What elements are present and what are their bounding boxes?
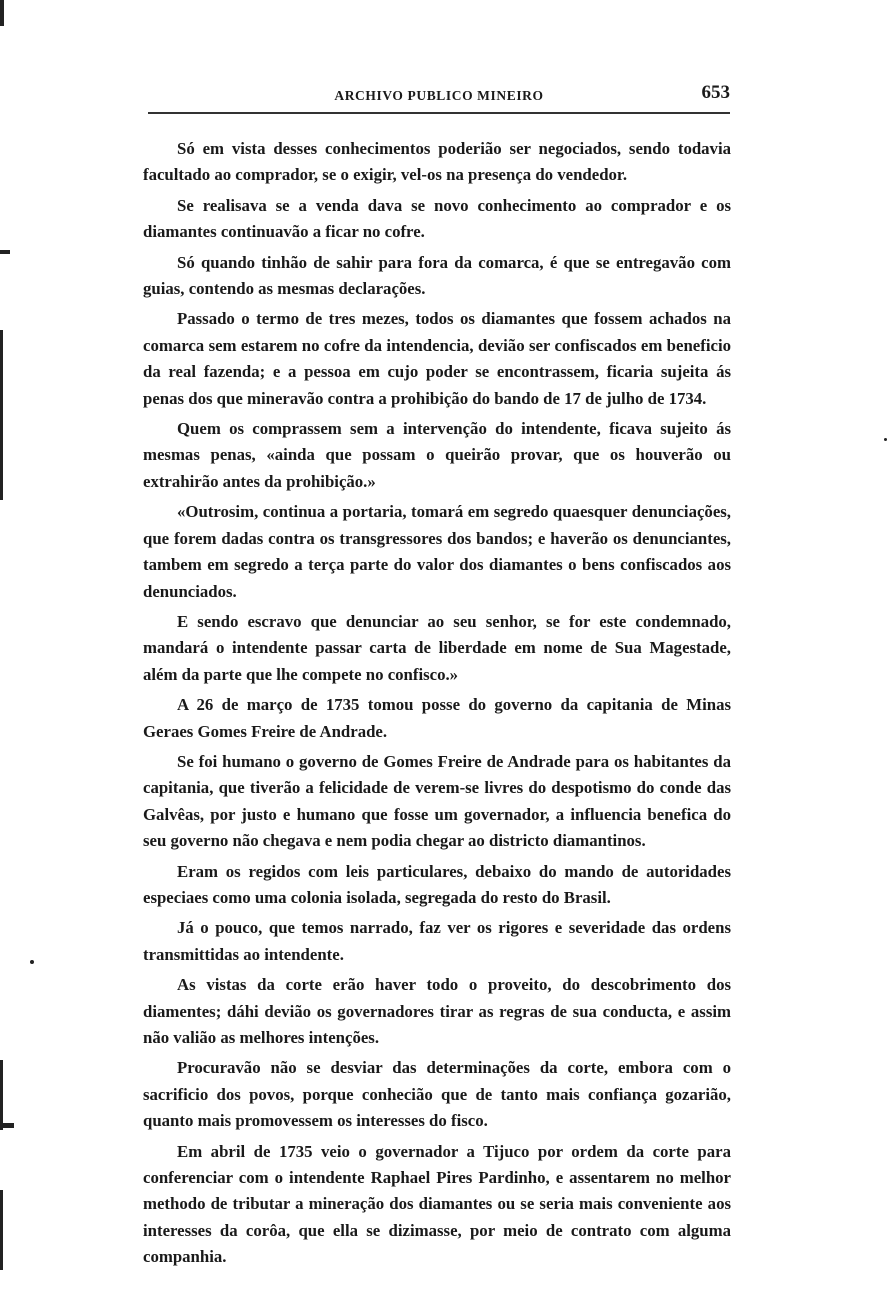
scan-speck — [30, 960, 34, 964]
paragraph: «Outrosim, continua a portaria, tomará em segredo quaesquer denunciações, que forem dadas contra os transgressores dos bandos; e haverão os denunciantes, tambem em segredo a terça parte do valor dos diamantes o bens confiscados aos denunciados. — [143, 502, 731, 601]
scan-edge-mark — [0, 1190, 3, 1270]
scan-edge-mark — [0, 1123, 14, 1128]
paragraph: Passado o termo de tres mezes, todos os diamantes que fossem achados na comarca sem estarem no cofre da intendencia, devião ser confiscados em beneficio da real fazenda; e a pessoa em cujo poder se encontrassem, ficaria sujeita ás penas dos que mineravão contra a prohibição do bando de 17 de julho de 1734. — [143, 309, 731, 408]
paragraph: Eram os regidos com leis particulares, debaixo do mando de autoridades especiaes como uma colonia isolada, segregada do resto do Brasil. — [143, 861, 731, 907]
page-header — [148, 82, 730, 112]
body-text — [143, 136, 731, 1271]
scan-speck — [884, 438, 887, 441]
paragraph: E sendo escravo que denunciar ao seu senhor, se for este condemnado, mandará o intendente passar carta de liberdade em nome de Sua Magestade, além da parte que lhe compete no confisco.» — [143, 611, 731, 684]
scan-edge-mark — [0, 250, 10, 254]
paragraph: Se realisava se a venda dava se novo conhecimento ao comprador e os diamantes continuavão a ficar no cofre. — [143, 195, 731, 242]
page-number: 653 — [701, 82, 730, 103]
paragraph: Só quando tinhão de sahir para fora da comarca, é que se entregavão com guias, contendo as mesmas declarações. — [143, 252, 731, 299]
paragraph: As vistas da corte erão haver todo o proveito, do descobrimento dos diamentes; dáhi devião os governadores tirar as regras de sua conducta, e assim não valião as melhores intenções. — [143, 975, 731, 1047]
paragraph: A 26 de março de 1735 tomou posse do governo da capitania de Minas Geraes Gomes Freire de Andrade. — [143, 695, 731, 741]
paragraph: Já o pouco, que temos narrado, faz ver os rigores e severidade das ordens transmittidas ao intendente. — [143, 918, 731, 964]
paragraph: Só em vista desses conhecimentos poderião ser negociados, sendo todavia facultado ao comprador, se o exigir, vel-os na presença do vendedor. — [143, 139, 731, 185]
scan-edge-mark — [0, 330, 3, 500]
scan-edge-mark — [0, 0, 4, 26]
running-title: ARCHIVO PUBLICO MINEIRO — [334, 88, 544, 103]
paragraph: Em abril de 1735 veio o governador a Tijuco por ordem da corte para conferenciar com o intendente Raphael Pires Pardinho, e assentarem no melhor methodo de tributar a mineração dos diamantes ou se seria mais conveniente aos interesses da corôa, que ella se dizimasse, por meio de contrato com alguma companhia. — [143, 1141, 731, 1267]
paragraph: Quem os comprassem sem a intervenção do intendente, ficava sujeito ás mesmas penas, «ainda que possam o queirão provar, que os houverão ou extrahirão antes da prohibição.» — [143, 419, 731, 491]
paragraph: Procuravão não se desviar das determinações da corte, embora com o sacrificio dos povos, porque conhecião que de tanto mais confiança gozarião, quanto mais promovessem os interesses do fisco. — [143, 1058, 731, 1131]
header-rule — [148, 112, 730, 114]
paragraph: Se foi humano o governo de Gomes Freire de Andrade para os habitantes da capitania, que tiverão a felicidade de verem-se livres do despotismo do conde das Galvêas, por justo e humano que fosse um governador, a influencia benefica do seu governo não chegava e nem podia chegar ao districto diamantinos. — [143, 751, 731, 851]
scan-edge-mark — [0, 1060, 3, 1130]
